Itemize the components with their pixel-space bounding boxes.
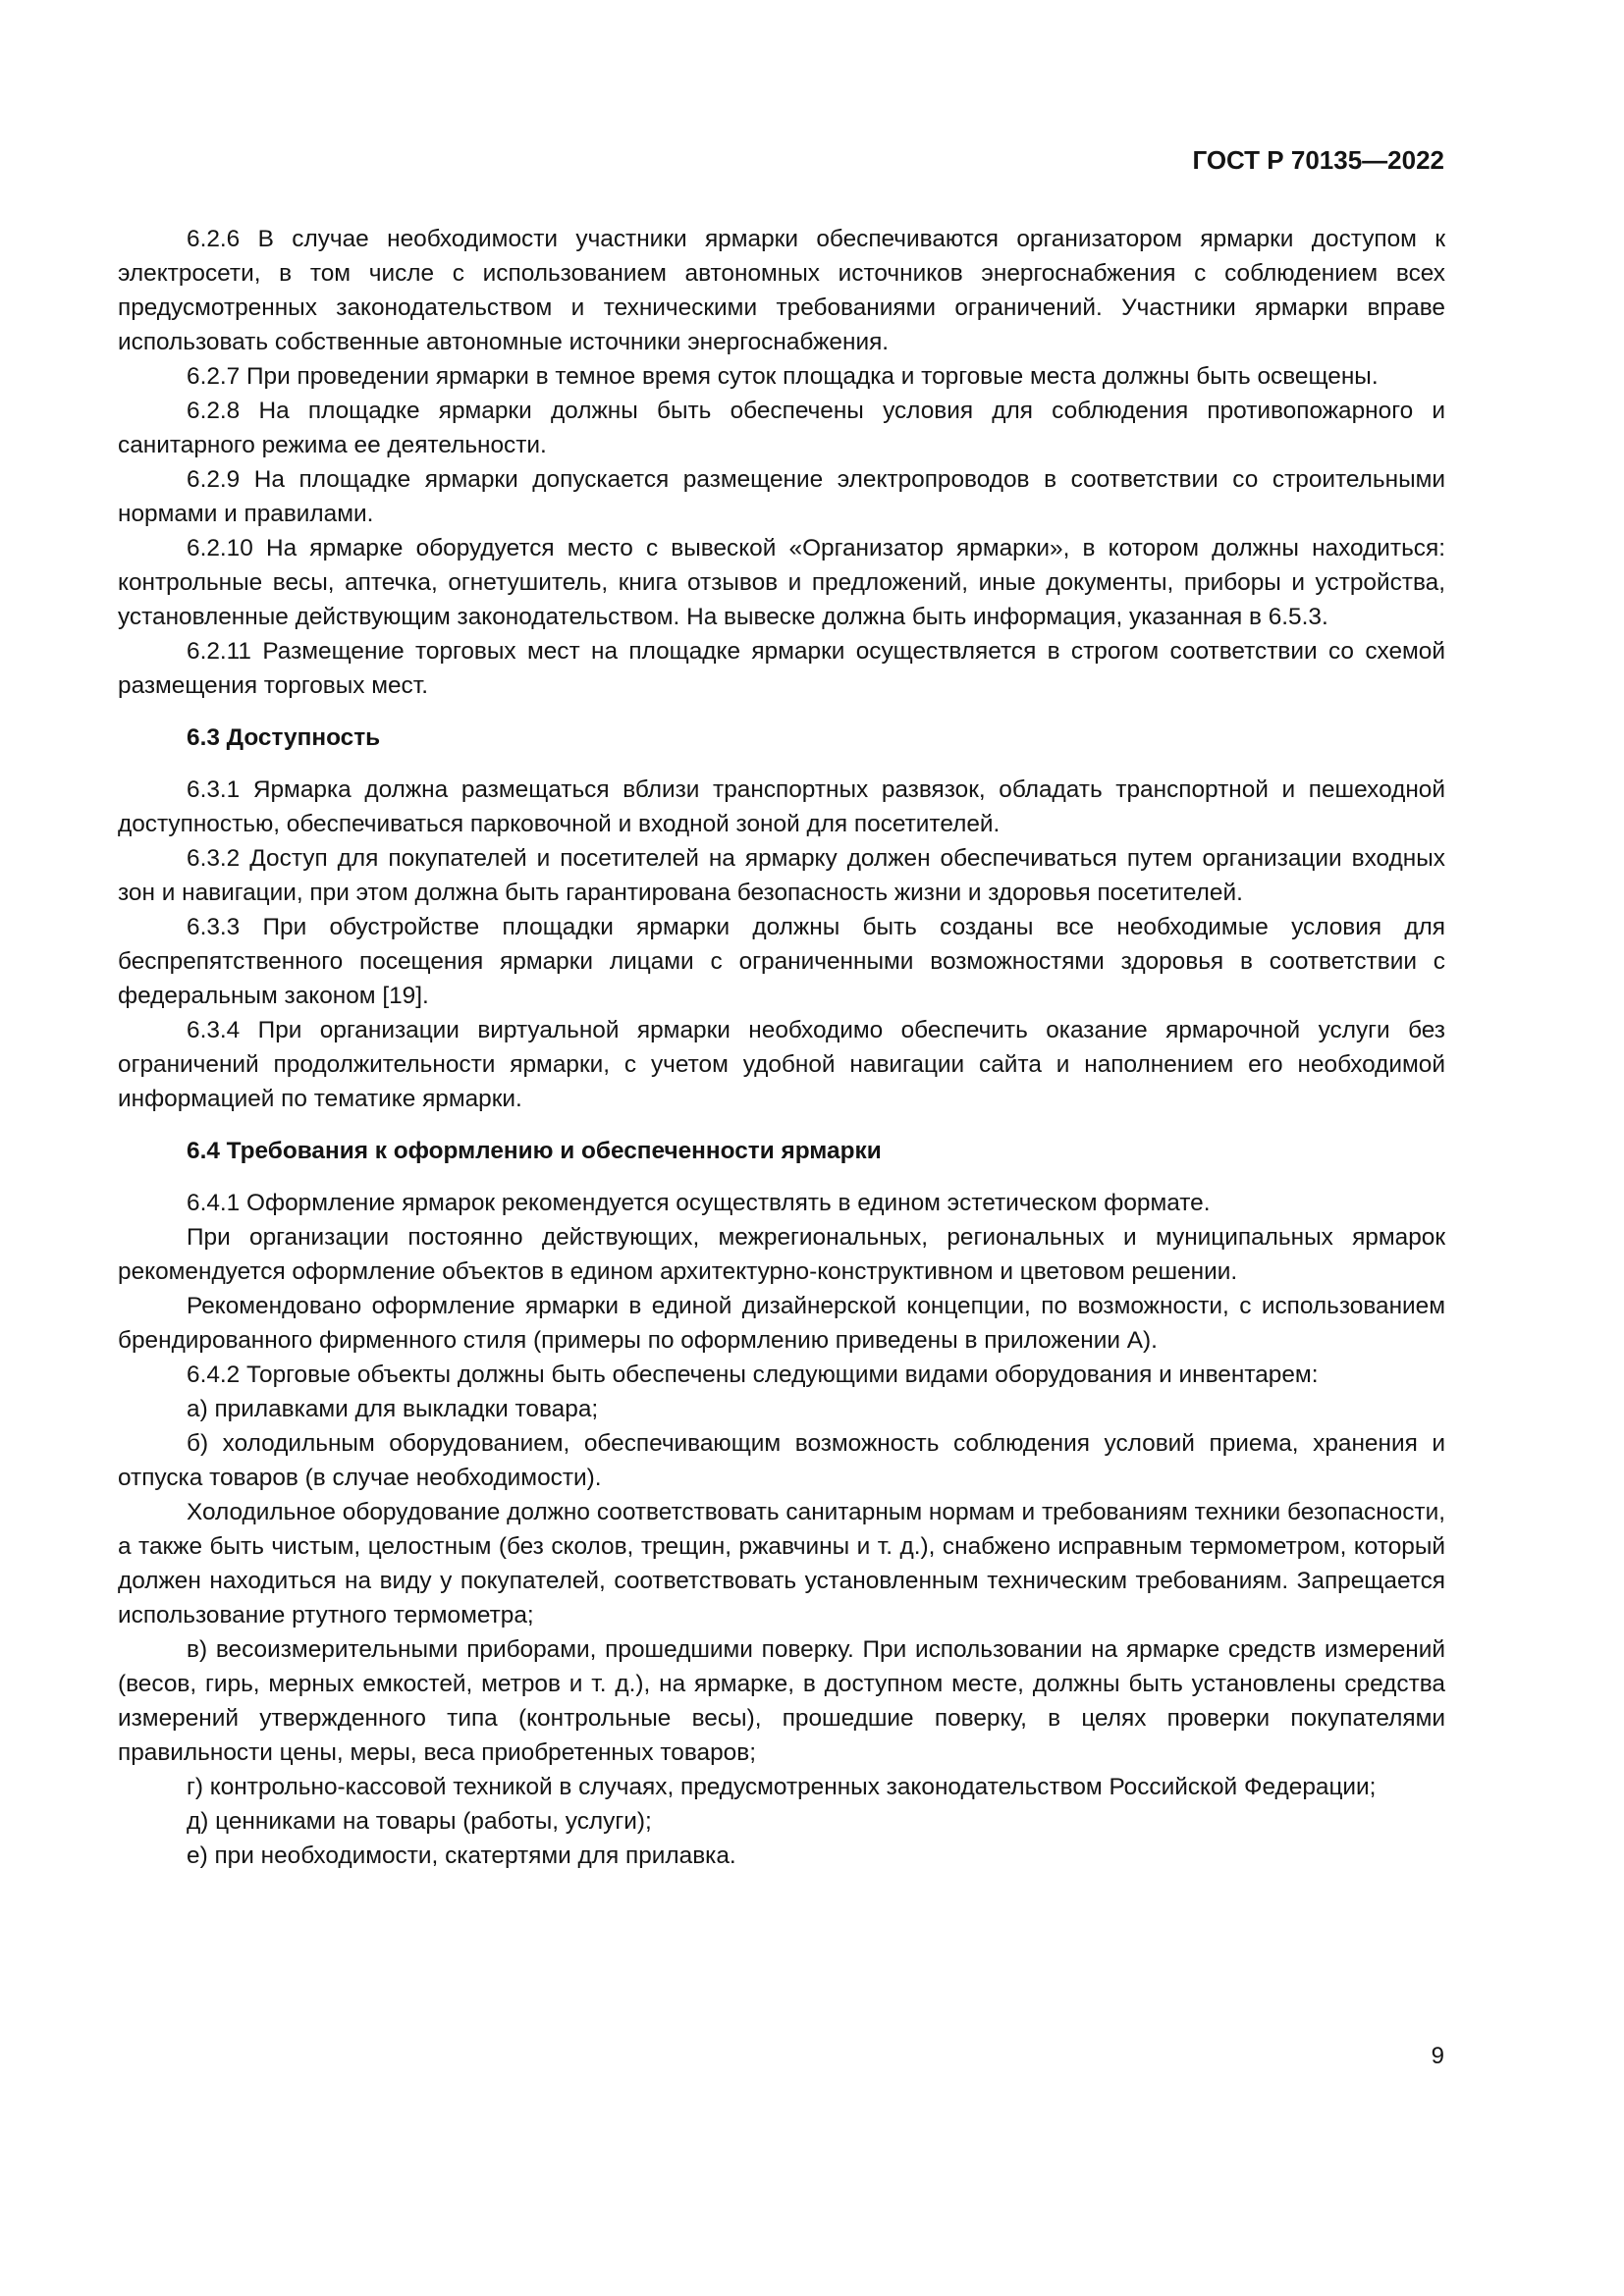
paragraph-6-4-1: 6.4.1 Оформление ярмарок рекомендуется осуществлять в едином эстетическом формате. [187,1190,1211,1216]
paragraph-6-2-10: 6.2.10 На ярмарке оборудуется место с вывеской «Организатор ярмарки», в котором должны находиться: контрольные весы, аптечка, огнетушитель, книга отзывов и предложений, иные документы, приборы и устройства, установленные действующим законодательством. На вывеске должна быть информация, указанная в 6.5.3. [118,535,1445,630]
paragraph-6-3-1: 6.3.1 Ярмарка должна размещаться вблизи транспортных развязок, обладать транспортной и пешеходной доступностью, обеспечиваться парковочной и входной зоной для посетителей. [118,776,1445,837]
document-body [118,222,1445,1873]
list-item-b: б) холодильным оборудованием, обеспечивающим возможность соблюдения условий приема, хранения и отпуска товаров (в случае необходимости). [118,1430,1445,1491]
paragraph-refrigeration: Холодильное оборудование должно соответствовать санитарным нормам и требованиям техники безопасности, а также быть чистым, целостным (без сколов, трещин, ржавчины и т. д.), снабжено исправным термометром, который должен находиться на виду у покупателей, соответствовать установленным техническим требованиям. Запрещается использование ртутного термометра; [118,1499,1445,1629]
section-heading-6-3: 6.3 Доступность [187,724,381,751]
list-item-a: а) прилавками для выкладки товара; [187,1396,599,1422]
paragraph-6-3-3: 6.3.3 При обустройстве площадки ярмарки должны быть созданы все необходимые условия для беспрепятственного посещения ярмарки лицами с ограниченными возможностями здоровья в соответствии с федеральным законом [19]. [118,914,1445,1009]
list-item-v: в) весоизмерительными приборами, прошедшими поверку. При использовании на ярмарке средств измерений (весов, гирь, мерных емкостей, метров и т. д.), на ярмарке, в доступном месте, должны быть установлены средства измерений утвержденного типа (контрольные весы), прошедшие поверку, в целях проверки покупателями правильности цены, меры, веса приобретенных товаров; [118,1636,1445,1766]
paragraph-6-2-6: 6.2.6 В случае необходимости участники ярмарки обеспечиваются организатором ярмарки доступом к электросети, в том числе с использованием автономных источников энергоснабжения с соблюдением всех предусмотренных законодательством и техническими требованиями ограничений. Участники ярмарки вправе использовать собственные автономные источники энергоснабжения. [118,226,1445,355]
paragraph-6-2-11: 6.2.11 Размещение торговых мест на площадке ярмарки осуществляется в строгом соответствии со схемой размещения торговых мест. [118,638,1445,699]
list-item-d: д) ценниками на товары (работы, услуги); [187,1808,652,1835]
paragraph-6-2-8: 6.2.8 На площадке ярмарки должны быть обеспечены условия для соблюдения противопожарного и санитарного режима ее деятельности. [118,398,1445,458]
paragraph-6-2-7: 6.2.7 При проведении ярмарки в темное время суток площадка и торговые места должны быть освещены. [187,363,1379,390]
list-item-g: г) контрольно-кассовой техникой в случаях, предусмотренных законодательством Российской Федерации; [187,1774,1377,1800]
paragraph-6-4-1-c: Рекомендовано оформление ярмарки в единой дизайнерской концепции, по возможности, с использованием брендированного фирменного стиля (примеры по оформлению приведены в приложении А). [118,1293,1445,1354]
page-number: 9 [1431,2043,1444,2069]
paragraph-6-3-2: 6.3.2 Доступ для покупателей и посетителей на ярмарку должен обеспечиваться путем организации входных зон и навигации, при этом должна быть гарантирована безопасность жизни и здоровья посетителей. [118,845,1445,906]
document-code-header: ГОСТ Р 70135—2022 [1192,145,1444,175]
paragraph-6-3-4: 6.3.4 При организации виртуальной ярмарки необходимо обеспечить оказание ярмарочной услуги без ограничений продолжительности ярмарки, с учетом удобной навигации сайта и наполнением его необходимой информацией по тематике ярмарки. [118,1017,1445,1112]
section-heading-6-4: 6.4 Требования к оформлению и обеспеченности ярмарки [187,1138,882,1164]
paragraph-6-4-1-b: При организации постоянно действующих, межрегиональных, региональных и муниципальных ярмарок рекомендуется оформление объектов в едином архитектурно-конструктивном и цветовом решении. [118,1224,1445,1285]
list-item-e: е) при необходимости, скатертями для прилавка. [187,1842,736,1869]
paragraph-6-2-9: 6.2.9 На площадке ярмарки допускается размещение электропроводов в соответствии со строительными нормами и правилами. [118,466,1445,527]
paragraph-6-4-2: 6.4.2 Торговые объекты должны быть обеспечены следующими видами оборудования и инвентарем: [187,1362,1319,1388]
